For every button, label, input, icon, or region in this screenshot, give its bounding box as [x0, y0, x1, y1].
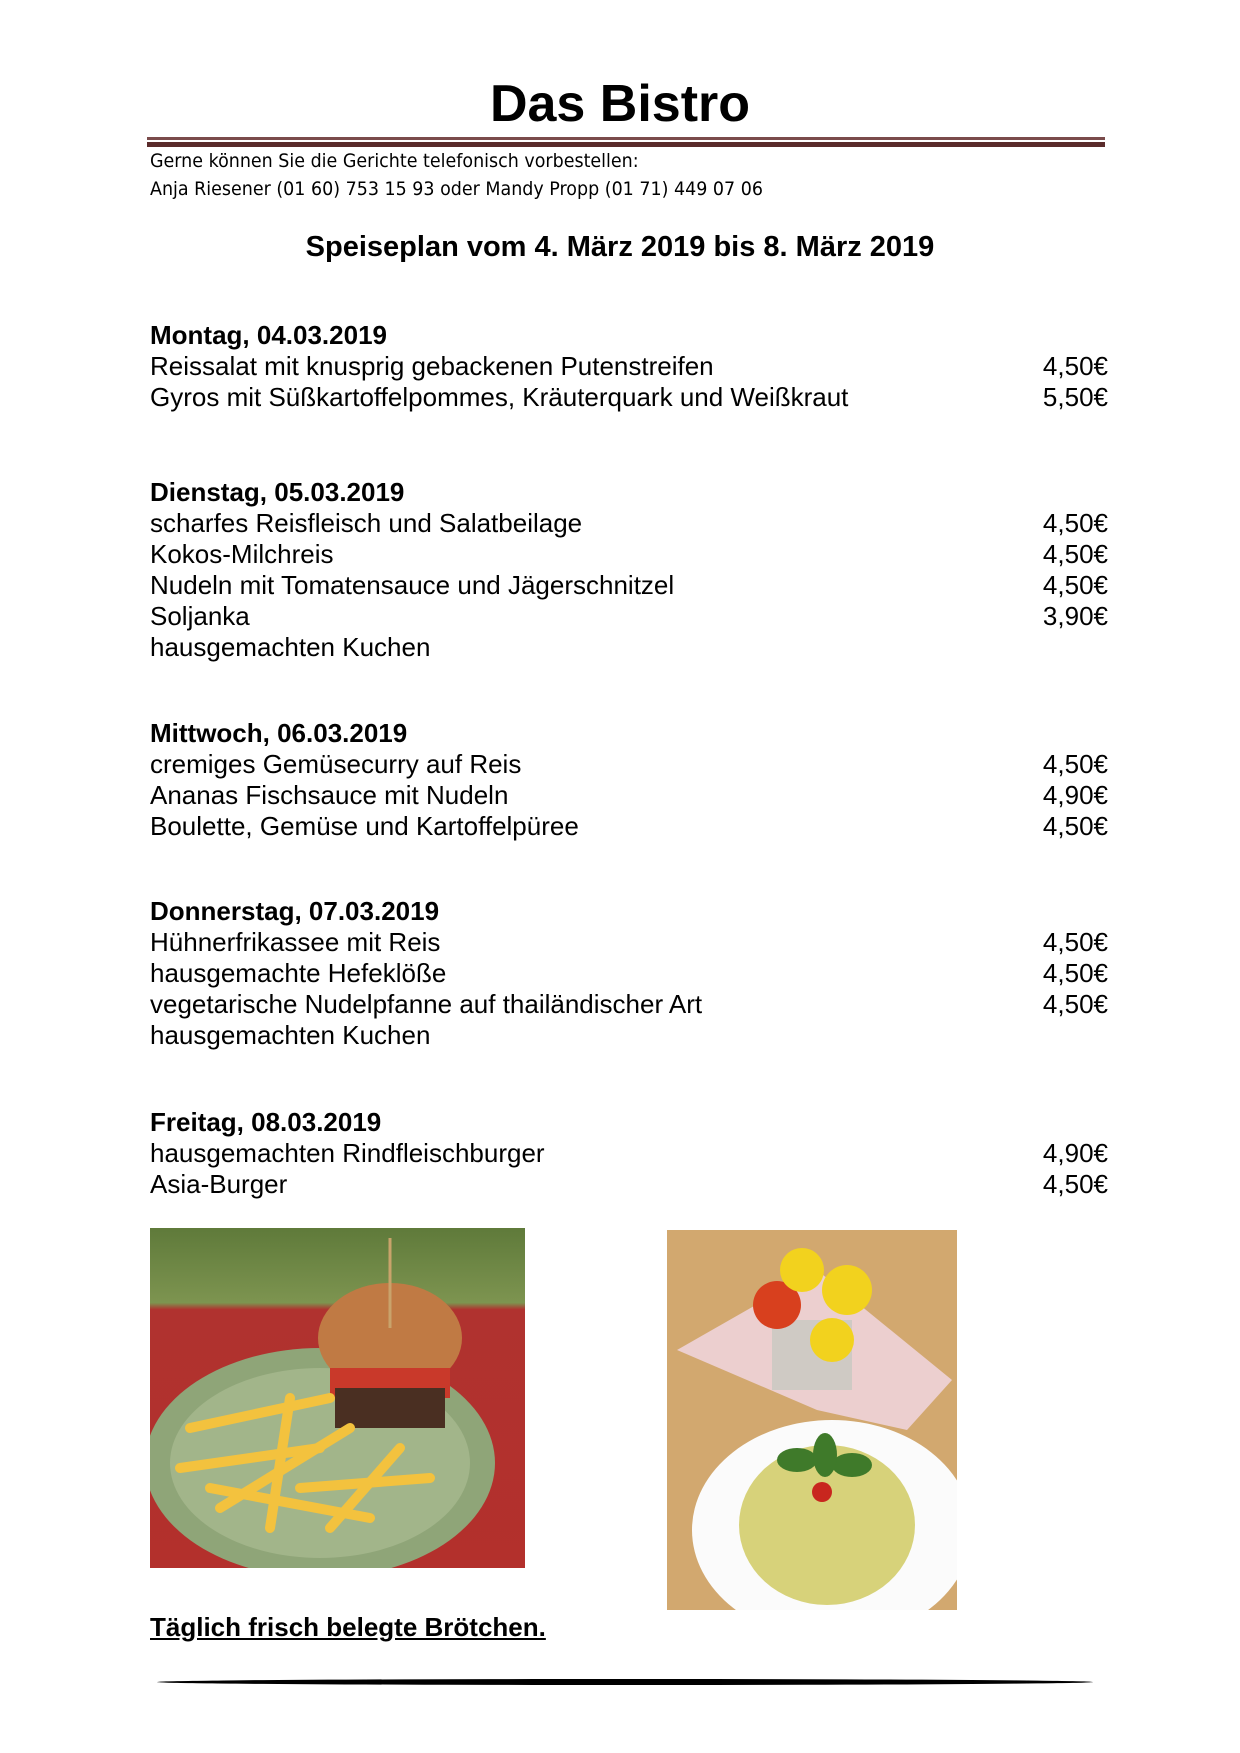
- menu-item: [150, 601, 1108, 632]
- menu-item: [150, 539, 1108, 570]
- menu-item: [150, 811, 1108, 842]
- dish-name: Asia-Burger: [150, 1169, 288, 1199]
- dish-name: hausgemachten Rindfleischburger: [150, 1138, 545, 1168]
- dish-price: 4,90€: [1042, 1138, 1108, 1168]
- menu-item: [150, 508, 1108, 539]
- dish-name: cremiges Gemüsecurry auf Reis: [150, 749, 522, 779]
- day-heading: Freitag, 08.03.2019: [150, 1107, 382, 1137]
- day-section: [150, 1107, 1108, 1200]
- day-section: [150, 718, 1108, 842]
- day-heading: Donnerstag, 07.03.2019: [150, 896, 440, 926]
- dish-name: hausgemachte Hefeklöße: [150, 958, 447, 988]
- header-rule: [147, 137, 1105, 140]
- dish-price: 4,50€: [1042, 927, 1108, 957]
- dish-price: 4,50€: [1042, 351, 1108, 381]
- contact-line-2: Anja Riesener (01 60) 753 15 93 oder Mandy Propp (01 71) 449 07 06: [150, 178, 763, 200]
- menu-item: [150, 351, 1108, 382]
- dish-name: Hühnerfrikassee mit Reis: [150, 927, 441, 957]
- dish-name: Nudeln mit Tomatensauce und Jägerschnitzel: [150, 570, 675, 600]
- dish-price: 3,90€: [1042, 601, 1108, 631]
- day-heading: Dienstag, 05.03.2019: [150, 477, 405, 507]
- day-section: [150, 896, 1108, 1051]
- menu-item: [150, 958, 1108, 989]
- header-rule-thick: [147, 142, 1105, 147]
- dish-name: Kokos-Milchreis: [150, 539, 334, 569]
- menu-item: [150, 1138, 1108, 1169]
- dish-name: scharfes Reisfleisch und Salatbeilage: [150, 508, 583, 538]
- menu-item: [150, 632, 1108, 663]
- dish-price: 4,50€: [1042, 570, 1108, 600]
- dish-name: Reissalat mit knusprig gebackenen Putenstreifen: [150, 351, 714, 381]
- dish-price: 4,50€: [1042, 958, 1108, 988]
- day-heading: Montag, 04.03.2019: [150, 320, 387, 350]
- dish-price: 4,50€: [1042, 508, 1108, 538]
- footer-rule: [157, 1679, 1093, 1685]
- dish-name: vegetarische Nudelpfanne auf thailändischer Art: [150, 989, 703, 1019]
- dish-price: 5,50€: [1042, 382, 1108, 412]
- dish-price: 4,50€: [1042, 989, 1108, 1019]
- menu-item: [150, 382, 1108, 413]
- dish-name: hausgemachten Kuchen: [150, 632, 431, 662]
- dish-name: Ananas Fischsauce mit Nudeln: [150, 780, 509, 810]
- menu-item: [150, 570, 1108, 601]
- contact-line-1: Gerne können Sie die Gerichte telefonisch vorbestellen:: [150, 150, 639, 172]
- dish-name: Boulette, Gemüse und Kartoffelpüree: [150, 811, 579, 841]
- curry-photo: [667, 1230, 957, 1610]
- menu-item: [150, 749, 1108, 780]
- dish-name: hausgemachten Kuchen: [150, 1020, 431, 1050]
- menu-item: [150, 927, 1108, 958]
- day-section: [150, 477, 1108, 663]
- menu-item: [150, 780, 1108, 811]
- dish-price: 4,50€: [1042, 749, 1108, 779]
- dish-price: 4,50€: [1042, 1169, 1108, 1199]
- day-heading: Mittwoch, 06.03.2019: [150, 718, 408, 748]
- dish-price: 4,90€: [1042, 780, 1108, 810]
- day-section: [150, 320, 1108, 413]
- menu-item: [150, 989, 1108, 1020]
- menu-item: [150, 1020, 1108, 1051]
- dish-name: Soljanka: [150, 601, 250, 631]
- dish-price: 4,50€: [1042, 811, 1108, 841]
- dish-name: Gyros mit Süßkartoffelpommes, Kräuterquark und Weißkraut: [150, 382, 849, 412]
- menu-subtitle: Speiseplan vom 4. März 2019 bis 8. März 2019: [305, 231, 935, 263]
- page-title: Das Bistro: [489, 75, 751, 133]
- menu-item: [150, 1169, 1108, 1200]
- burger-photo: [150, 1228, 525, 1568]
- dish-price: 4,50€: [1042, 539, 1108, 569]
- footer-note: Täglich frisch belegte Brötchen.: [150, 1612, 546, 1642]
